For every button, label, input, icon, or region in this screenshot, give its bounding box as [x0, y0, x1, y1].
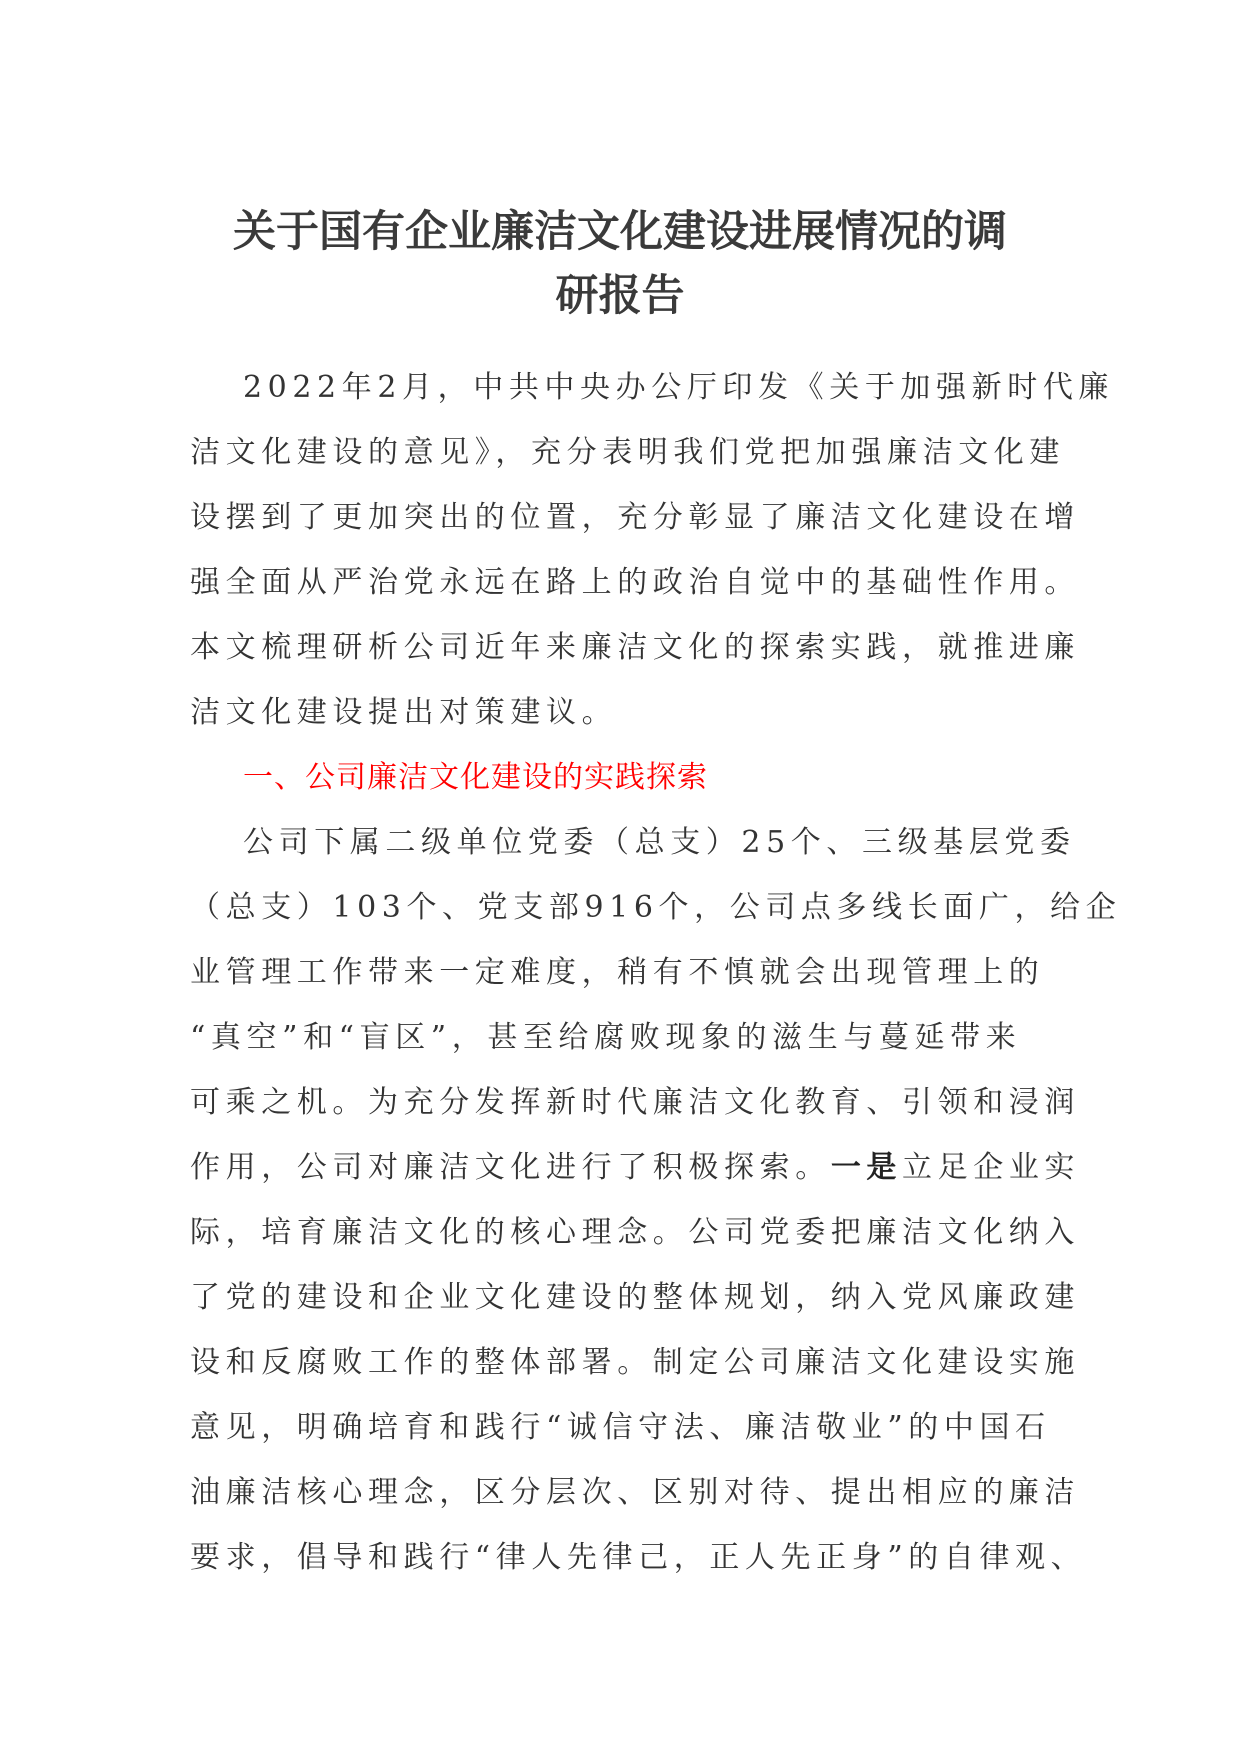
text-line: 设摆到了更加突出的位置，充分彰显了廉洁文化建设在增: [190, 500, 1080, 535]
text-line: （总支）103个、党支部916个，公司点多线长面广，给企: [190, 890, 1122, 925]
section-heading: 一、公司廉洁文化建设的实践探索: [243, 760, 708, 795]
text-line: 洁文化建设提出对策建议。: [190, 695, 618, 730]
text-segment: 作用，公司对廉洁文化进行了积极探索。: [190, 1150, 831, 1185]
bold-keyword: 一是: [830, 1150, 903, 1185]
text-line: 本文梳理研析公司近年来廉洁文化的探索实践，就推进廉: [190, 630, 1080, 665]
text-line: 际，培育廉洁文化的核心理念。公司党委把廉洁文化纳入: [190, 1215, 1080, 1250]
text-segment: 立足企业实: [902, 1150, 1081, 1185]
text-line: [190, 1142, 1080, 1186]
text-line: 意见，明确培育和践行“诚信守法、廉洁敬业”的中国石: [190, 1410, 1051, 1445]
text-line: 了党的建设和企业文化建设的整体规划，纳入党风廉政建: [190, 1280, 1080, 1315]
text-line: 2022年2月，中共中央办公厅印发《关于加强新时代廉: [243, 370, 1115, 405]
text-line: 洁文化建设的意见》，充分表明我们党把加强廉洁文化建: [190, 435, 1065, 470]
text-line: 公司下属二级单位党委（总支）25个、三级基层党委: [243, 825, 1076, 860]
text-line: 强全面从严治党永远在路上的政治自觉中的基础性作用。: [190, 565, 1080, 600]
text-line: 业管理工作带来一定难度，稍有不慎就会出现管理上的: [190, 955, 1045, 990]
text-line: 设和反腐败工作的整体部署。制定公司廉洁文化建设实施: [190, 1345, 1080, 1380]
text-line: 要求，倡导和践行“律人先律己，正人先正身”的自律观、: [190, 1540, 1087, 1575]
document-title-line-1: 关于国有企业廉洁文化建设进展情况的调: [233, 207, 1007, 257]
text-line: “真空”和“盲区”，甚至给腐败现象的滋生与蔓延带来: [190, 1020, 1022, 1055]
document-title-line-2: 研报告: [555, 271, 685, 321]
text-line: 可乘之机。为充分发挥新时代廉洁文化教育、引领和浸润: [190, 1085, 1080, 1120]
text-line: 油廉洁核心理念，区分层次、区别对待、提出相应的廉洁: [190, 1475, 1080, 1510]
